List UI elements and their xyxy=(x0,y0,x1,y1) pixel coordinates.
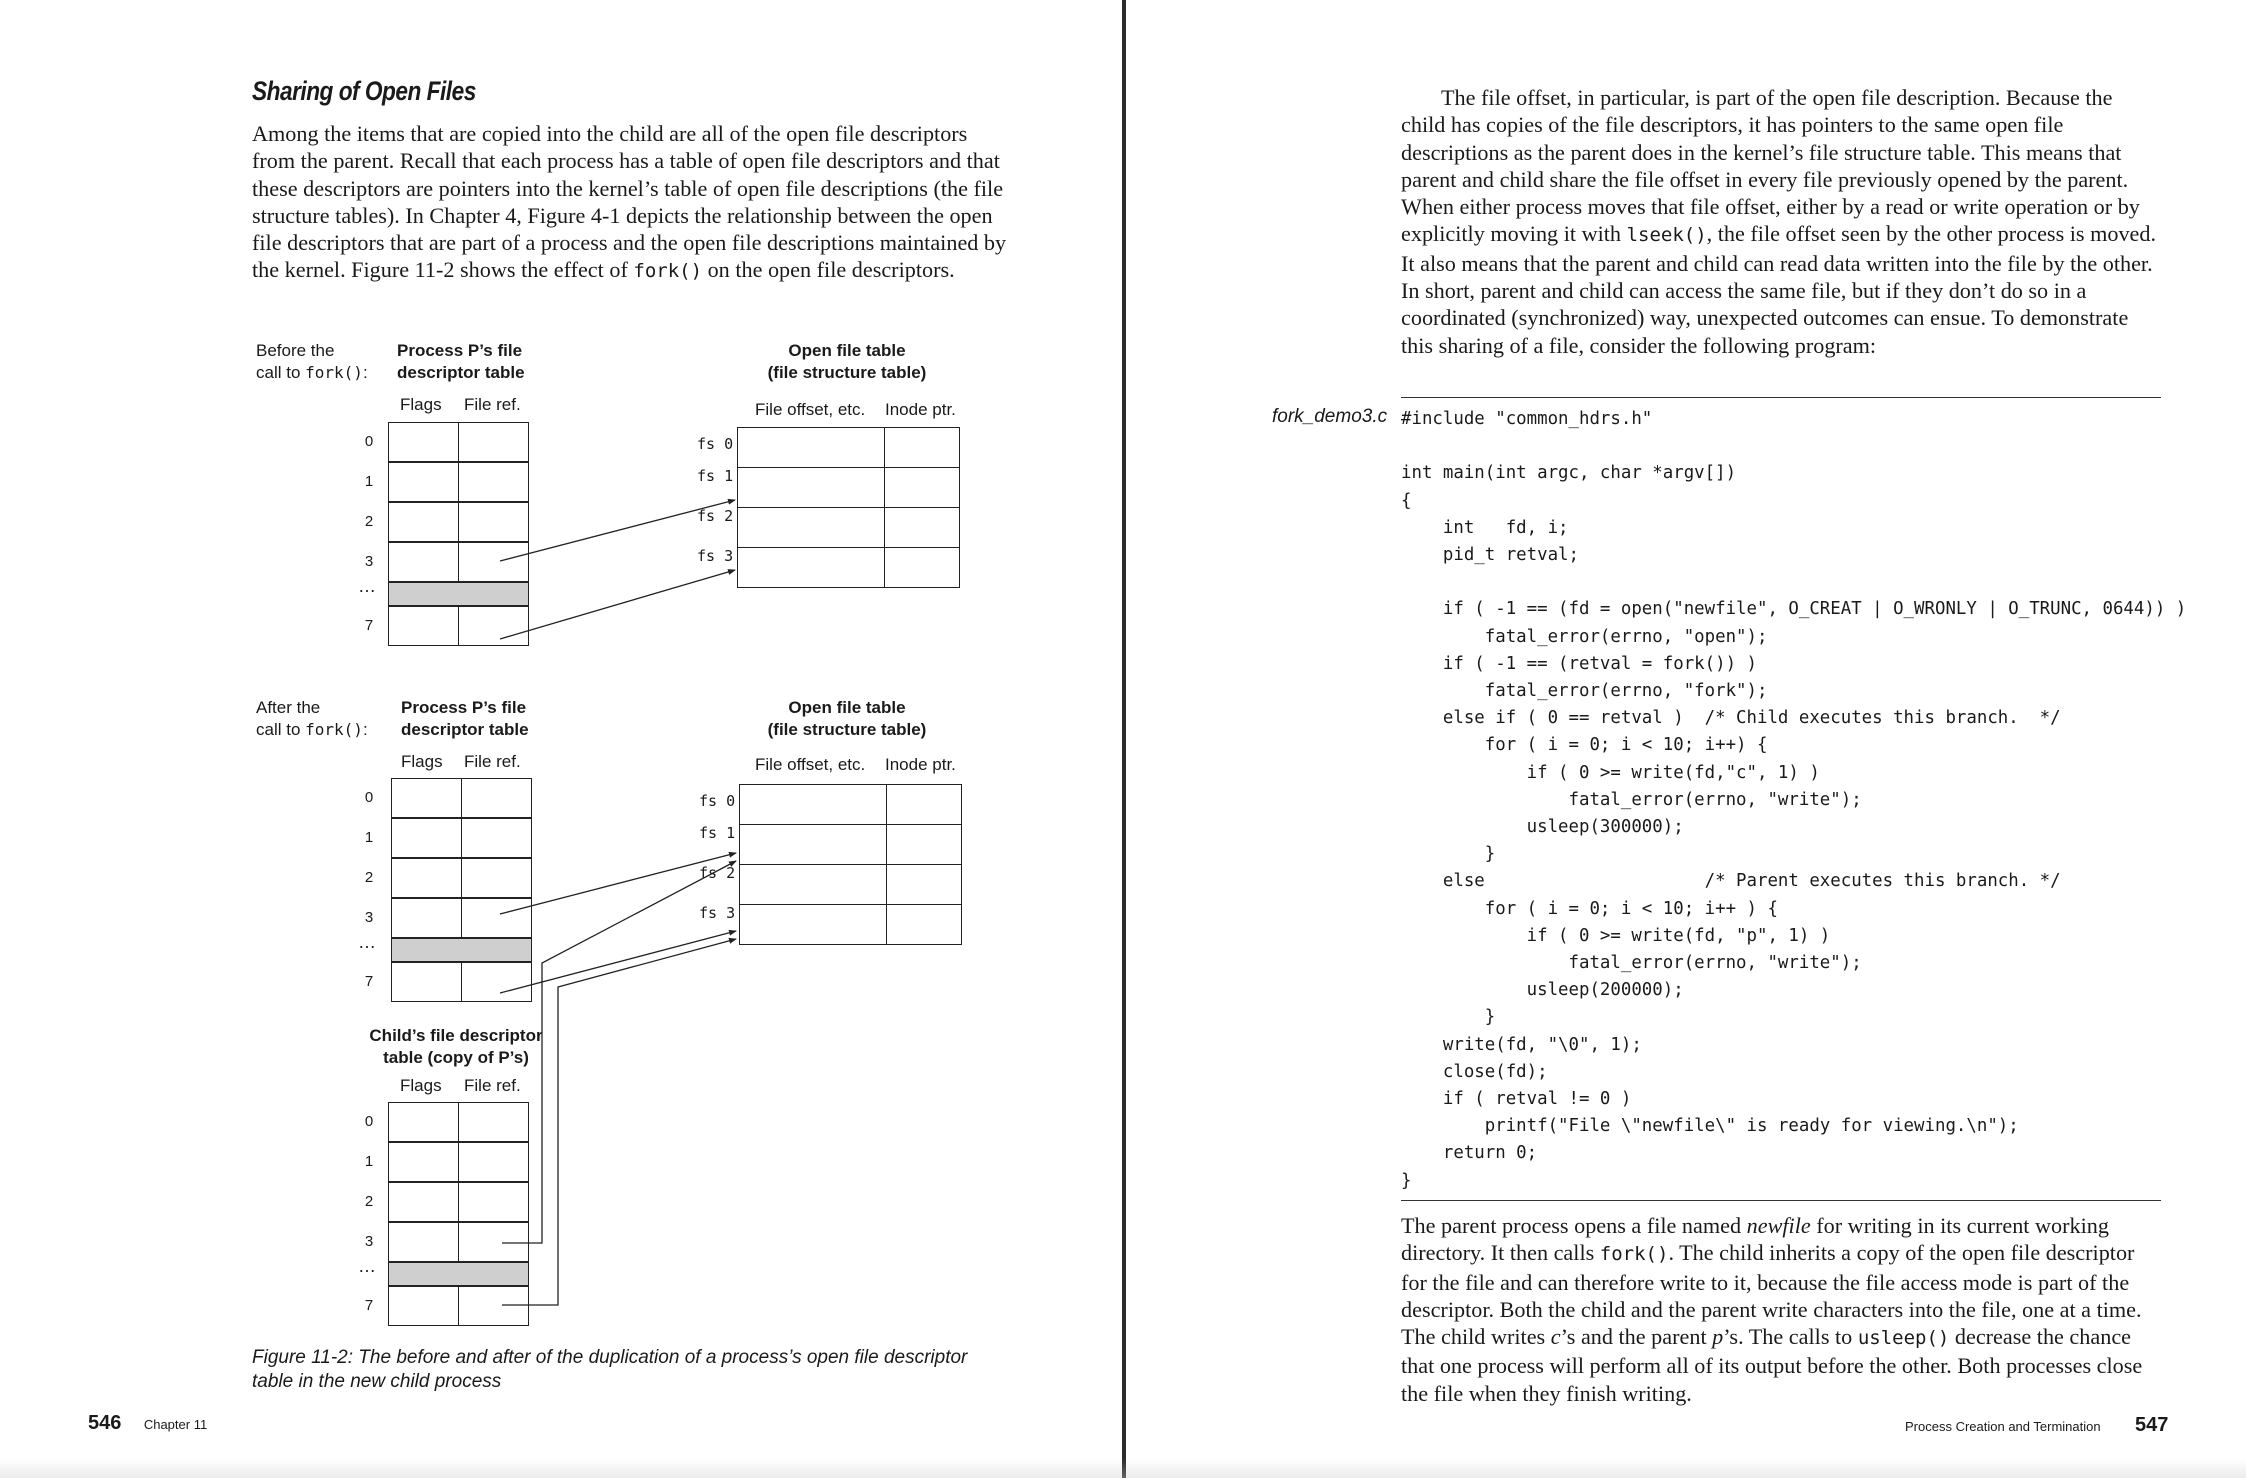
child-fd-index: 2 xyxy=(364,1193,374,1210)
code-line: if ( -1 == (retval = fork()) ) xyxy=(1401,653,1757,674)
before-fd-index: 3 xyxy=(364,553,374,570)
child-fd-table-title: Child’s file descriptor table (copy of P’s) xyxy=(369,1026,543,1067)
code-line xyxy=(1401,433,2186,460)
before-fd-table-title: Process P’s file descriptor table xyxy=(397,341,525,382)
code-top-rule xyxy=(1401,397,2161,398)
code-line: printf("File \"newfile\" is ready for viewing.\n"); xyxy=(1401,1116,2019,1137)
italic-text: newfile xyxy=(1746,1213,1811,1238)
code-line: for ( i = 0; i < 10; i++) { xyxy=(1401,735,1768,756)
after-col-fileref: File ref. xyxy=(464,752,521,771)
text-run: ’s and the parent xyxy=(1560,1324,1713,1350)
after-col-flags: Flags xyxy=(401,752,443,771)
inline-code: lseek() xyxy=(1626,224,1707,247)
body-paragraph-1 xyxy=(1401,84,2161,359)
code-listing xyxy=(1401,406,2186,1195)
before-fork-label: Before the call to fork(): xyxy=(256,341,368,382)
italic-text: p xyxy=(1712,1324,1724,1350)
code-line: } xyxy=(1401,1170,1412,1191)
code-line: close(fd); xyxy=(1401,1061,1548,1082)
arrow-after-parent-fd3-to-fs2 xyxy=(500,853,736,914)
before-fd-index: 1 xyxy=(364,473,374,490)
text-run: Among the items that are copied into the child are all of the open file descriptors from the parent. Recall that each process has a table of open file descriptors and that these descriptors are pointers into the kernel’s table of open file descriptions (the file structure tables). In Chapter 4, Figure 4-1 depicts the relationship between the open file descriptors that are part of a process and the open file descriptions maintained by the kernel. Figure 11-2 shows the effect of xyxy=(252,121,1007,283)
body-paragraph-2 xyxy=(1401,1212,2161,1407)
text-run: ’s. The calls to xyxy=(1723,1324,1858,1350)
text-run: . The child inherits a copy of the open file descriptor for the file and can therefore write to it, because the file access mode is part of the descriptor. Both the child and the parent write characters into the file, one at a time. The child writes xyxy=(1401,1240,2142,1350)
code-line: if ( 0 >= write(fd,"c", 1) ) xyxy=(1401,762,1820,783)
arrow-before-fd3-to-fs2 xyxy=(500,500,735,561)
arrow-after-child-fd3-to-fs2 xyxy=(502,861,736,1243)
text-run: The parent process opens a file named xyxy=(1401,1213,1747,1238)
after-fs-label: fs 0 xyxy=(699,792,736,810)
code-line: if ( -1 == (fd = open("newfile", O_CREAT | O_WRONLY | O_TRUNC, 0644)) ) xyxy=(1401,599,2187,620)
after-col-offset: File offset, etc. xyxy=(755,755,866,774)
code-filename: fork_demo3.c xyxy=(1272,406,1388,427)
book-spine xyxy=(1122,0,1126,1478)
before-open-table-title: Open file table (file structure table) xyxy=(767,341,927,382)
before-fs-label: fs 0 xyxy=(697,435,734,453)
after-fs-label: fs 3 xyxy=(699,904,736,922)
before-col-inode: Inode ptr. xyxy=(885,400,956,419)
before-fd-ellipsis: … xyxy=(358,576,377,596)
arrow-before-fd7-to-fs3 xyxy=(500,570,735,639)
code-line: fatal_error(errno, "open"); xyxy=(1401,626,1768,647)
child-col-flags: Flags xyxy=(400,1076,442,1095)
after-fd-ellipsis: … xyxy=(358,932,377,952)
child-fd-index: 0 xyxy=(364,1113,374,1130)
child-fd-ellipsis: … xyxy=(358,1256,377,1276)
text-run: for writing in its current working directory. It then calls xyxy=(1401,1213,2109,1266)
code-line xyxy=(1401,569,2186,596)
after-fd-index: 1 xyxy=(364,829,374,846)
inline-code: fork() xyxy=(633,260,703,283)
code-line: usleep(300000); xyxy=(1401,817,1684,838)
figure-11-2 xyxy=(0,0,1122,1478)
after-open-table-title: Open file table (file structure table) xyxy=(767,698,927,739)
child-col-fileref: File ref. xyxy=(464,1076,521,1095)
code-line: else /* Parent executes this branch. */ xyxy=(1401,871,2061,892)
after-fd-index: 2 xyxy=(364,869,374,886)
arrow-after-parent-fd7-to-fs3 xyxy=(500,931,736,993)
after-fs-label: fs 1 xyxy=(699,824,736,842)
code-bottom-rule xyxy=(1401,1200,2161,1201)
code-line: { xyxy=(1401,490,1412,511)
before-fd-index: 7 xyxy=(364,617,374,634)
figure-caption: Figure 11-2: The before and after of the duplication of a process’s open file descriptor table in the new child process xyxy=(252,1347,968,1392)
before-fs-label: fs 1 xyxy=(697,467,734,485)
before-col-offset: File offset, etc. xyxy=(755,400,866,419)
after-fd-index: 7 xyxy=(364,973,374,990)
text-run: decrease the chance that one process will perform all of its output before the other. Both processes close the file when they finish writing. xyxy=(1401,1324,2143,1406)
section-title: Sharing of Open Files xyxy=(252,76,476,106)
italic-text: c xyxy=(1550,1324,1561,1350)
after-fork-label: After the call to fork(): xyxy=(256,698,368,739)
after-fd-index: 3 xyxy=(364,909,374,926)
text-run: on the open file descriptors. xyxy=(702,257,955,283)
code-line: #include "common_hdrs.h" xyxy=(1401,409,1653,429)
code-line: fatal_error(errno, "fork"); xyxy=(1401,681,1768,702)
code-line: return 0; xyxy=(1401,1143,1538,1164)
before-fs-label: fs 3 xyxy=(697,547,734,565)
page-number: 546 xyxy=(88,1412,122,1434)
inline-code: fork() xyxy=(1599,1243,1669,1266)
code-line: else if ( 0 == retval ) /* Child executes this branch. */ xyxy=(1401,708,2061,729)
right-folio xyxy=(1905,1414,2168,1437)
figure-pointer-arrows xyxy=(0,0,1122,1478)
page-number: 547 xyxy=(2135,1414,2169,1436)
after-fd-table-title: Process P’s file descriptor table xyxy=(401,698,529,739)
arrow-after-child-fd7-to-fs3 xyxy=(502,939,736,1305)
text-run: The file offset, in particular, is part of the open file description. Because the child has copies of the file descriptors, it has pointers to the same open file descriptions as the parent does in the kernel’s file structure table. This means that parent and child share the file offset in every file previously opened by the parent. When either process moves that file offset, either by a read or write operation or by explicitly moving it with xyxy=(1401,85,2140,247)
page-shadow xyxy=(0,1458,2246,1478)
inline-code: usleep() xyxy=(1857,1327,1950,1350)
after-fs-label: fs 2 xyxy=(699,864,736,882)
code-line: } xyxy=(1401,1007,1496,1028)
before-col-fileref: File ref. xyxy=(464,395,521,414)
before-fs-label: fs 2 xyxy=(697,507,734,525)
code-line: fatal_error(errno, "write"); xyxy=(1401,953,1862,974)
code-line: pid_t retval; xyxy=(1401,545,1579,566)
code-line: if ( retval != 0 ) xyxy=(1401,1089,1632,1110)
code-line: if ( 0 >= write(fd, "p", 1) ) xyxy=(1401,925,1831,946)
before-fd-index: 0 xyxy=(364,433,374,450)
code-line: int fd, i; xyxy=(1401,517,1569,538)
code-line: for ( i = 0; i < 10; i++ ) { xyxy=(1401,898,1778,919)
code-line: usleep(200000); xyxy=(1401,980,1684,1001)
after-col-inode: Inode ptr. xyxy=(885,755,956,774)
code-line: fatal_error(errno, "write"); xyxy=(1401,789,1862,810)
code-line: write(fd, "\0", 1); xyxy=(1401,1034,1642,1055)
child-fd-index: 7 xyxy=(364,1297,374,1314)
left-folio xyxy=(88,1412,207,1435)
child-fd-index: 3 xyxy=(364,1233,374,1250)
running-head: Process Creation and Termination xyxy=(1905,1419,2101,1434)
before-fd-index: 2 xyxy=(364,513,374,530)
child-fd-index: 1 xyxy=(364,1153,374,1170)
code-line: } xyxy=(1401,844,1496,865)
code-line: int main(int argc, char *argv[]) xyxy=(1401,463,1737,484)
after-fd-index: 0 xyxy=(364,789,374,806)
chapter-label: Chapter 11 xyxy=(143,1417,208,1432)
left-page xyxy=(0,0,1122,1478)
text-run: , the file offset seen by the other process is moved. It also means that the parent and child can read data written into the file by the other. In short, parent and child can access the same file, but if they don’t do so in a coordinated (synchronized) way, unexpected outcomes can ensue. To demonstrate this sharing of a file, consider the following program: xyxy=(1401,221,2157,358)
before-col-flags: Flags xyxy=(400,395,442,414)
